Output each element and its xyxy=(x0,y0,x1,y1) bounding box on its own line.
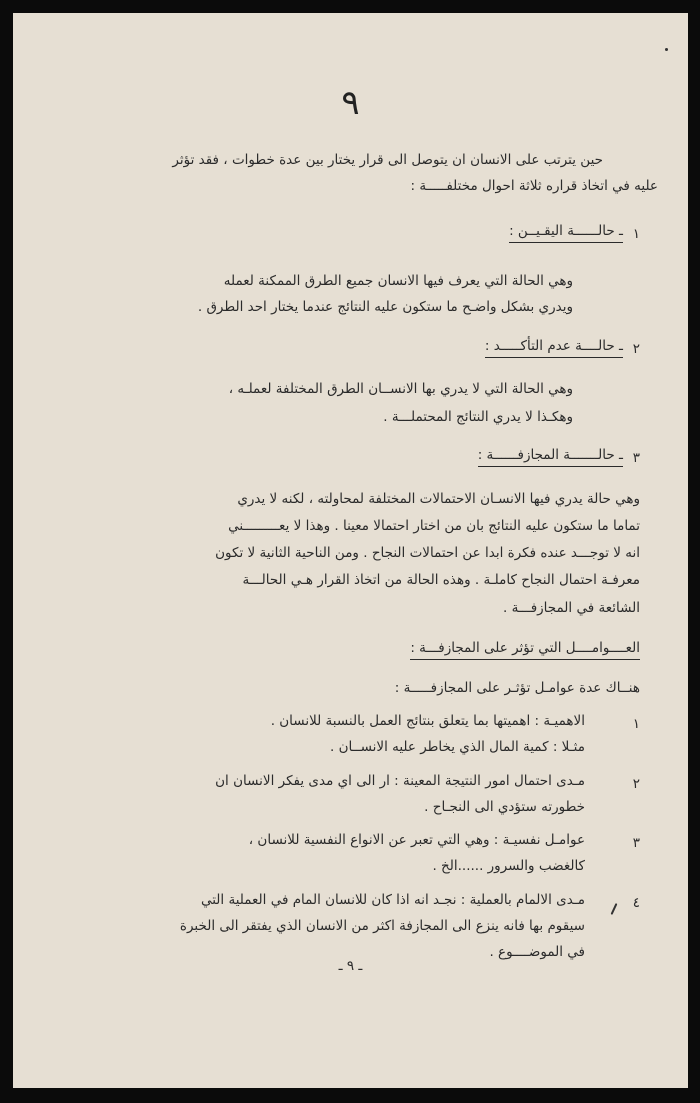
factors-heading-text: العــــوامــــل التي تؤثر على المجازفـــة : xyxy=(410,640,640,660)
page-number-top: ٩ xyxy=(341,83,360,123)
page-number-footer: ـ ٩ ـ xyxy=(338,958,363,974)
factor-line: سيقوم بها فانه ينزع الى المجازفة اكثر من الانسان الذي يفتقر الى الخبرة xyxy=(179,918,585,934)
factor-line: مـدى احتمال امور النتيجة المعينة : ار الى اي مدى يفكر الانسان ان xyxy=(215,773,585,789)
state-number: ١ xyxy=(632,226,640,242)
state-body-line: ويدري بشكل واضـح ما ستكون عليه النتائج عندما يختار احد الطرق . xyxy=(197,299,573,315)
factor-line: عوامـل نفسيـة : وهي التي تعبر عن الانواع النفسية للانسان ، xyxy=(248,832,585,848)
state-body-line: الشائعة في المجازفـــة . xyxy=(503,600,640,616)
factor-number: ٤ xyxy=(632,895,640,911)
state-body-line: وهكـذا لا يدري النتائج المحتملـــة . xyxy=(383,409,573,425)
intro-line-1: حين يترتب على الانسان ان يتوصل الى قرار يختار بين عدة خطوات ، فقد تؤثر xyxy=(172,152,603,168)
state-heading xyxy=(509,223,623,243)
state-heading-text: ـ حالــــة عدم التأكـــــد : xyxy=(485,338,623,358)
factor-line: كالغضب والسرور ......الخ . xyxy=(432,858,585,874)
state-heading xyxy=(478,447,623,467)
factor-line: خطورته ستؤدي الى النجـاح . xyxy=(424,799,585,815)
state-body-line: وهي الحالة التي يعرف فيها الانسان جميع الطرق الممكنة لعمله xyxy=(223,273,573,289)
state-heading-text: ـ حالـــــــة المجازفــــــة : xyxy=(478,447,623,467)
state-body-line: معرفـة احتمال النجاح كاملـة . وهذه الحالة من اتخاذ القرار هـي الحالـــة xyxy=(242,572,640,588)
state-body-line: وهي حالة يدري فيها الانسـان الاحتمالات المختلفة لمحاولته ، لكنه لا يدري xyxy=(237,491,640,507)
factor-line: في الموضــــوع . xyxy=(489,944,585,960)
intro-line-2: عليه في اتخاذ قراره ثلاثة احوال مختلفـــــة : xyxy=(410,178,658,194)
factor-line: مـدى الالمام بالعملية : نجـد انه اذا كان للانسان المام في العملية التي xyxy=(200,892,585,908)
state-body-line: تماما ما ستكون عليه النتائج بان من اختار احتمالا معينا . وهذا لا يعـــــــــني xyxy=(228,518,640,534)
factors-intro: هنــاك عدة عوامـل تؤثـر على المجازفـــــة : xyxy=(394,680,640,696)
margin-mark xyxy=(611,903,618,915)
factor-number: ٢ xyxy=(632,776,640,792)
state-body-line: وهي الحالة التي لا يدري بها الانســان الطرق المختلفة لعملـه ، xyxy=(228,381,573,397)
factor-number: ٣ xyxy=(632,835,640,851)
state-body-line: انه لا توجـــد عنده فكرة ابدا عن احتمالات النجاح . ومن الناحية الثانية لا تكون xyxy=(215,545,640,561)
factor-number: ١ xyxy=(632,716,640,732)
margin-mark xyxy=(665,48,668,51)
state-heading xyxy=(485,338,623,358)
factor-line: الاهميـة : اهميتها بما يتعلق بنتائج العمل بالنسبة للانسان . xyxy=(270,713,585,729)
document-page xyxy=(13,13,688,1088)
state-number: ٢ xyxy=(632,341,640,357)
factors-heading xyxy=(410,640,640,660)
state-heading-text: ـ حالــــــة اليقـيــن : xyxy=(509,223,623,243)
factor-line: مثـلا : كمية المال الذي يخاطر عليه الانســان . xyxy=(330,739,585,755)
state-number: ٣ xyxy=(632,450,640,466)
